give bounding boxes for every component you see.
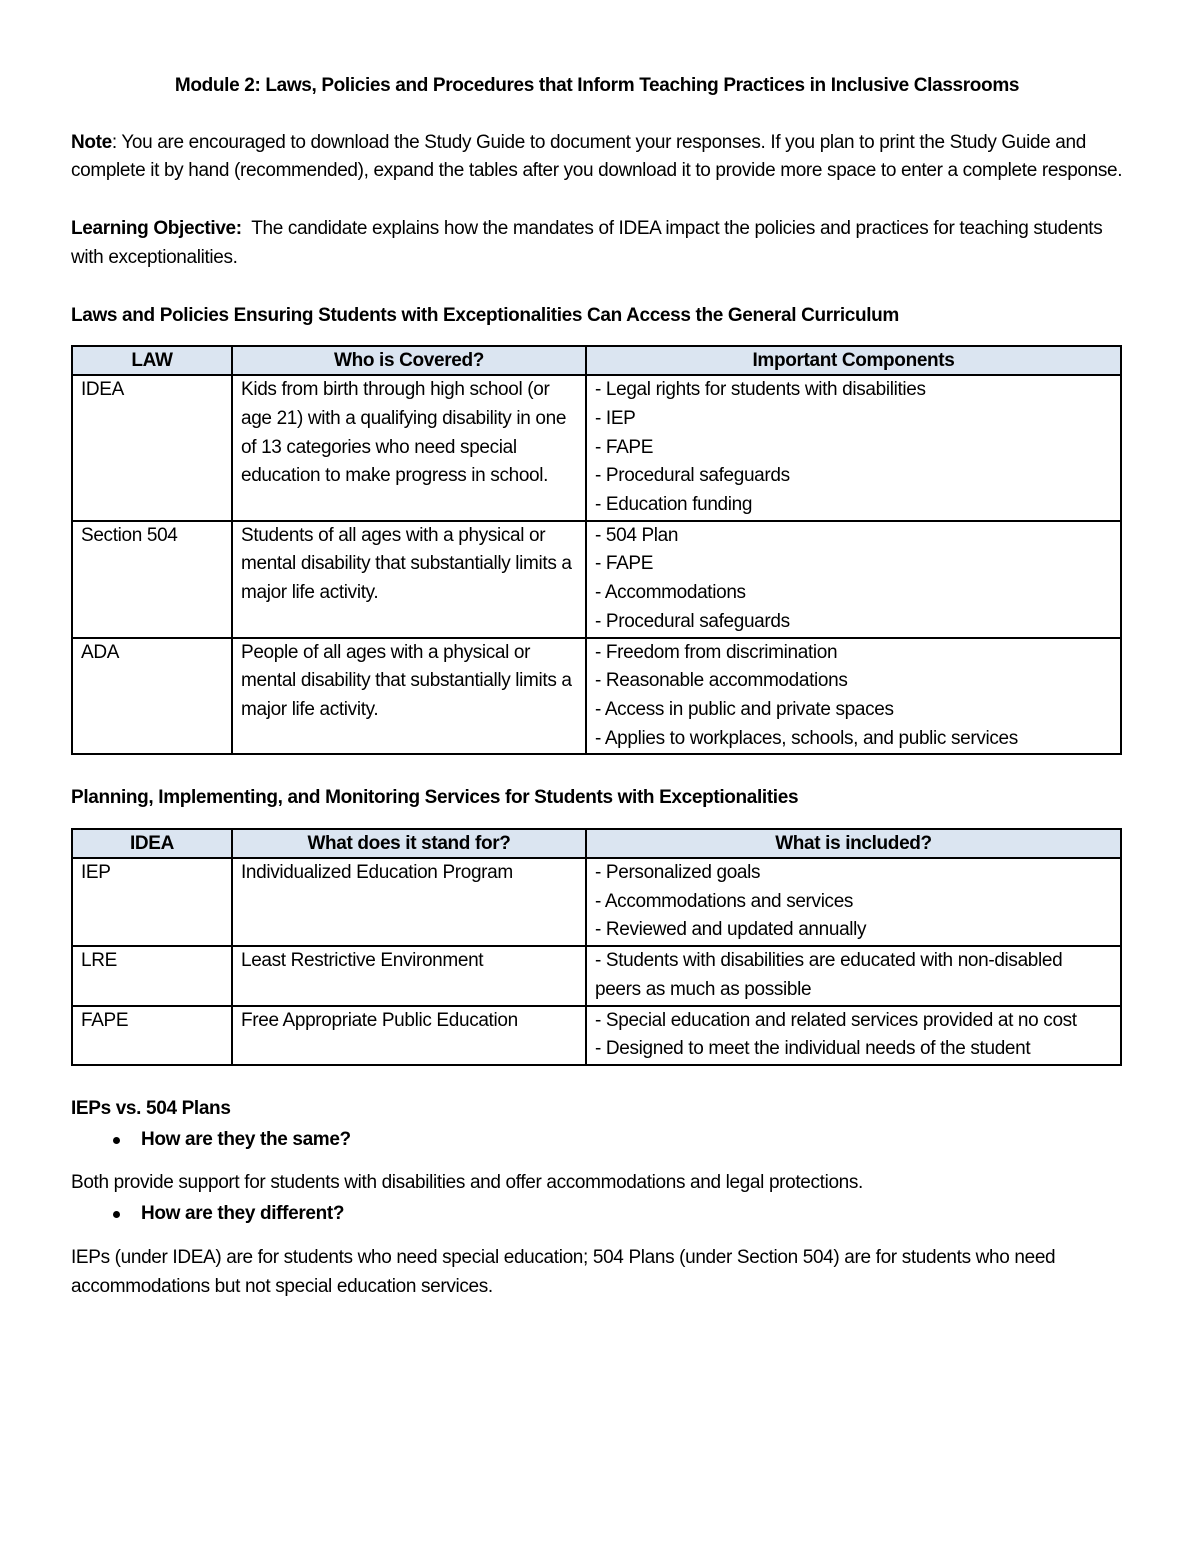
header-law: LAW xyxy=(72,346,232,375)
table-row xyxy=(72,521,1121,638)
component-item: - Procedural safeguards xyxy=(595,465,790,487)
who-covered-cell: Students of all ages with a physical or mental disability that substantially limits a major life activity. xyxy=(232,521,586,638)
table2-heading: Planning, Implementing, and Monitoring Services for Students with Exceptionalities xyxy=(71,787,799,809)
component-item: - Accommodations xyxy=(595,582,746,604)
included-item: - Special education and related services provided at no cost xyxy=(595,1009,1077,1031)
included-item: - Students with disabilities are educated with non-disabled peers as much as possible xyxy=(595,950,1063,1000)
law-cell: ADA xyxy=(72,638,232,755)
included-item: - Accommodations and services xyxy=(595,890,854,912)
stands-for-cell: Free Appropriate Public Education xyxy=(232,1006,586,1065)
term-cell: LRE xyxy=(72,946,232,1005)
included-item: - Designed to meet the individual needs of the student xyxy=(595,1038,1031,1060)
component-item: - Legal rights for students with disabilities xyxy=(595,379,926,401)
header-components: Important Components xyxy=(586,346,1121,375)
component-item: - 504 Plan xyxy=(595,524,679,546)
component-item: - FAPE xyxy=(595,553,654,575)
included-item: - Reviewed and updated annually xyxy=(595,919,867,941)
document-page xyxy=(71,72,1123,1301)
who-covered-cell: People of all ages with a physical or mental disability that substantially limits a major life activity. xyxy=(232,638,586,755)
comparison-list xyxy=(71,1126,1123,1155)
comparison-list-2 xyxy=(71,1200,1123,1229)
component-item: - Education funding xyxy=(595,494,753,516)
same-question: How are they the same? xyxy=(141,1126,1123,1155)
stands-for-cell: Least Restrictive Environment xyxy=(232,946,586,1005)
comparison-heading: IEPs vs. 504 Plans xyxy=(71,1097,231,1119)
component-item: - Applies to workplaces, schools, and public services xyxy=(595,727,1018,749)
table-row xyxy=(72,858,1121,946)
included-cell xyxy=(586,1006,1121,1065)
laws-table xyxy=(71,345,1122,755)
component-item: - Reasonable accommodations xyxy=(595,670,848,692)
objective-label: Learning Objective: xyxy=(71,218,242,240)
different-question: How are they different? xyxy=(141,1200,1123,1229)
components-cell xyxy=(586,375,1121,521)
header-stands-for: What does it stand for? xyxy=(232,829,586,858)
included-item: - Personalized goals xyxy=(595,862,761,884)
different-answer: IEPs (under IDEA) are for students who need special education; 504 Plans (under Section 504) are for students who need accommodations but not special education services. xyxy=(71,1246,1056,1297)
idea-terms-table xyxy=(71,828,1122,1066)
component-item: - Access in public and private spaces xyxy=(595,698,894,720)
learning-objective xyxy=(71,215,1123,272)
law-cell: Section 504 xyxy=(72,521,232,638)
included-cell xyxy=(586,946,1121,1005)
component-item: - IEP xyxy=(595,407,636,429)
component-item: - Freedom from discrimination xyxy=(595,641,838,663)
components-cell xyxy=(586,638,1121,755)
included-cell xyxy=(586,858,1121,946)
term-cell: IEP xyxy=(72,858,232,946)
component-item: - Procedural safeguards xyxy=(595,610,790,632)
same-answer: Both provide support for students with disabilities and offer accommodations and legal protections. xyxy=(71,1172,863,1194)
note-label: Note xyxy=(71,131,112,153)
table-row xyxy=(72,375,1121,521)
term-cell: FAPE xyxy=(72,1006,232,1065)
note-paragraph xyxy=(71,129,1123,186)
table-row xyxy=(72,946,1121,1005)
table-row xyxy=(72,1006,1121,1065)
law-cell: IDEA xyxy=(72,375,232,521)
header-who: Who is Covered? xyxy=(232,346,586,375)
note-text: : You are encouraged to download the Study Guide to document your responses. If you plan to print the Study Guide and complete it by hand (recommended), expand the tables after you download it to provide more space to enter a complete response. xyxy=(71,131,1123,182)
header-idea: IDEA xyxy=(72,829,232,858)
table-row xyxy=(72,638,1121,755)
stands-for-cell: Individualized Education Program xyxy=(232,858,586,946)
objective-text: The candidate explains how the mandates of IDEA impact the policies and practices for teaching students with exceptionalities. xyxy=(71,218,1108,268)
components-cell xyxy=(586,521,1121,638)
component-item: - FAPE xyxy=(595,436,654,458)
who-covered-cell: Kids from birth through high school (or age 21) with a qualifying disability in one of 13 categories who need special education to make progress in school. xyxy=(232,375,586,521)
table1-heading: Laws and Policies Ensuring Students with Exceptionalities Can Access the General Curriculum xyxy=(71,304,899,326)
document-title: Module 2: Laws, Policies and Procedures that Inform Teaching Practices in Inclusive Classrooms xyxy=(174,75,1020,96)
header-included: What is included? xyxy=(586,829,1121,858)
